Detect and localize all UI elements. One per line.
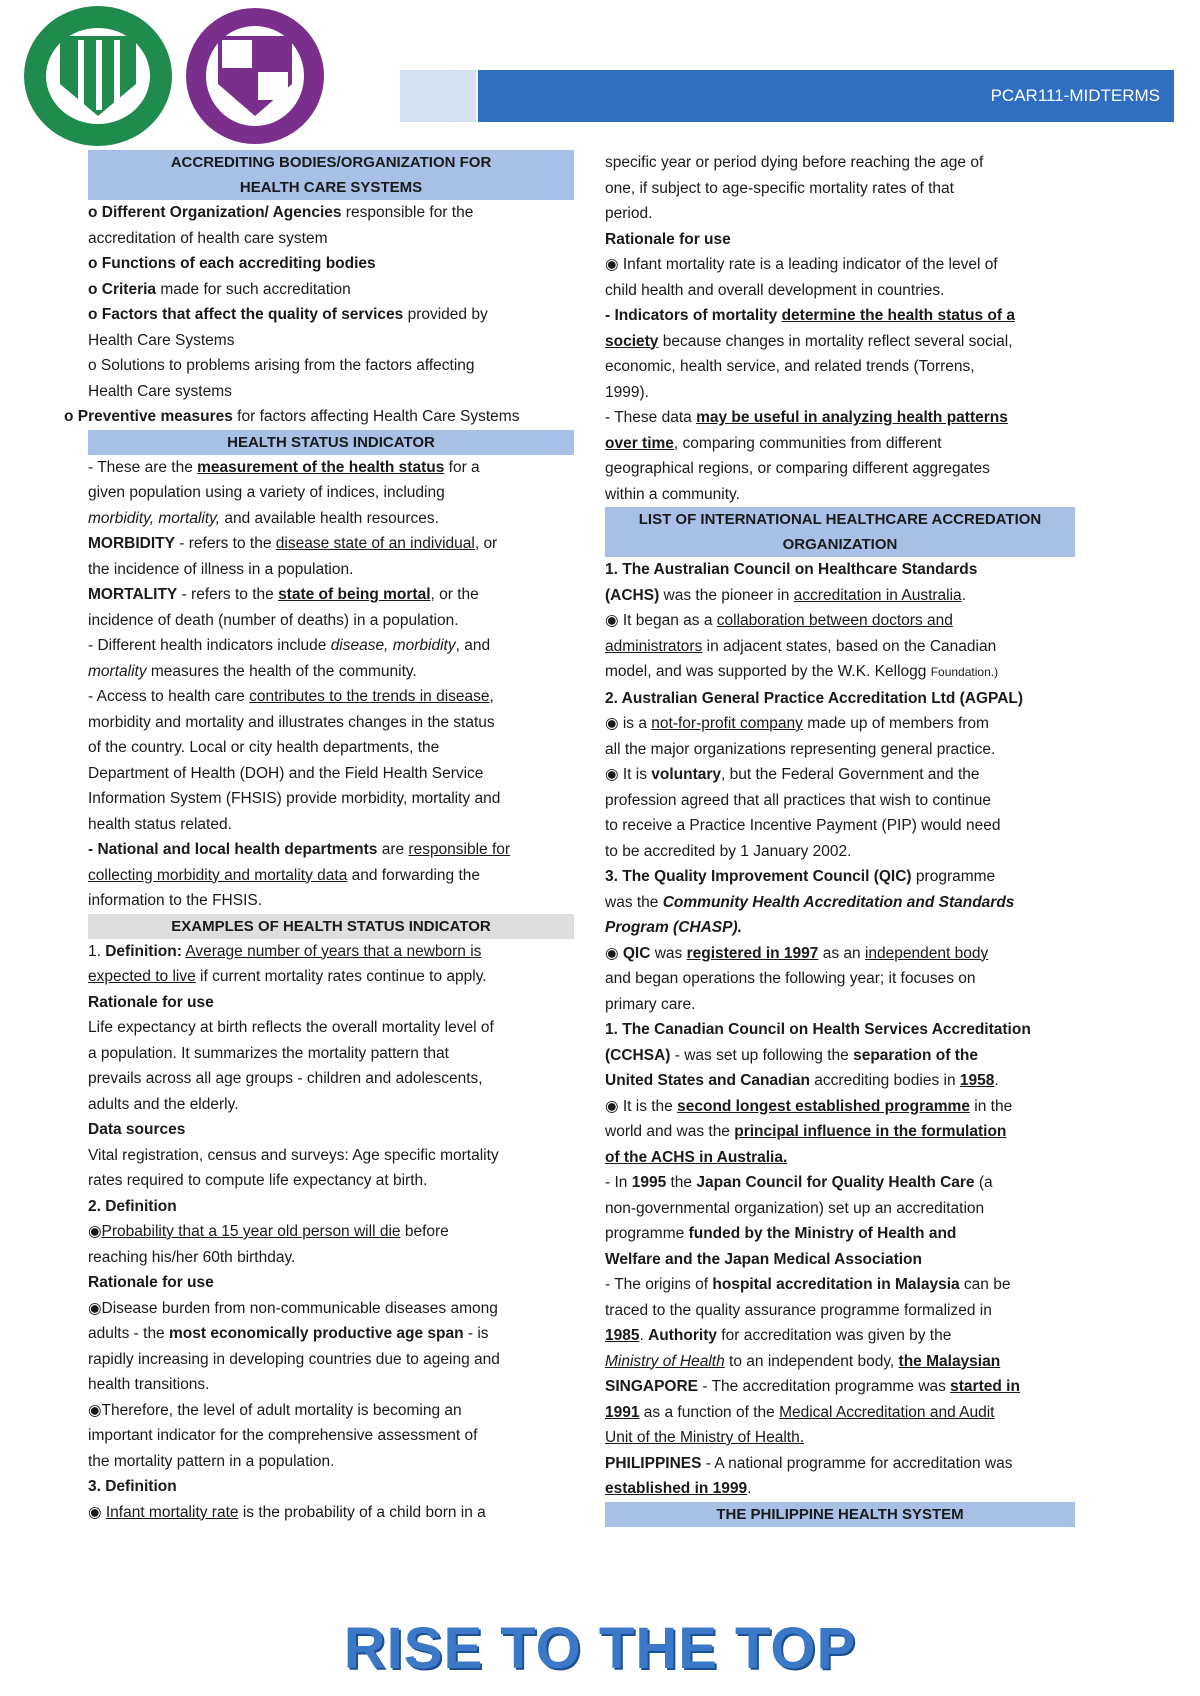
subheading: 2. Definition <box>88 1197 177 1215</box>
section-header-health-status: HEALTH STATUS INDICATOR <box>88 430 574 455</box>
subheading: Data sources <box>88 1121 186 1138</box>
subheading: Rationale for use <box>88 993 214 1011</box>
list-item-cont: Health Care Systems <box>88 331 235 349</box>
list-item: o Different Organization/ Agencies responsible for the <box>88 204 474 221</box>
section-header-accrediting-bodies: ACCREDITING BODIES/ORGANIZATION FOR HEALTH CARE SYSTEMS <box>88 150 574 200</box>
list-item-cont: Health Care systems <box>88 382 232 400</box>
header-accent-block <box>400 70 476 122</box>
list-item: o Solutions to problems arising from the factors affecting <box>88 357 475 374</box>
paragraph: - These are the measurement of the health status for a <box>88 458 480 476</box>
right-column: specific year or period dying before reaching the age of one, if subject to age-specific mortality rates of that period. Rationale for use ◉ Infant mortality rate is a leading indicator of the level of child health and overall development in countries. - Indicators of mortality determine the health status of a society because changes in mortality reflect several social, economic, health service, and related trends (Torrens, 1999). - These data may be useful in analyzing health patterns over time, comparing communities from different geographical regions, or comparing different aggregates within a community. LIST OF INTERNATIONAL HEALTHCARE ACCREDATION ORGANIZATION 1. The Australian Council on Healthcare Standards (ACHS) was the pioneer in accreditation in Australia. ◉ It began as a collaboration between doctors and administrators in adjacent states, based on the Canadian model, and was supported by the W.K. Kellogg Foundation.) 2. Australian General Practice Accreditation Ltd (AGPAL) ◉ is a not-for-profit company made up of members from all the major organizations representing general practice. ◉ It is voluntary, but the Federal Government and the profession agreed that all practices that wish to continue to receive a Practice Incentive Payment (PIP) would need to be accredited by 1 January 2002. 3. The Quality Improvement Council (QIC) programme was the Community Health Accreditation and Standards Program (CHASP). ◉ QIC was registered in 1997 as an independent body and began operations the following year; it focuses on primary care. 1. The Canadian Council on Health Services Accreditation (CCHSA) - was set up following the separation of the United States and Canadian accrediting bodies in 1958. ◉ It is the second longest established programme in the world and was the principal influence in the formulation of the ACHS in Australia. - In 1995 the Japan Council for Quality Health Care (a non-governmental organization) set up an accreditation programme funded by the Ministry of Health and Welfare and the Japan Medical Association - The origins of hospital accreditation in Malaysia can be traced to the quality assurance programme formalized in 1985. Authority for accreditation was given by the Ministry of Health to an independent body, the Malaysian SINGAPORE - The accreditation programme was started in 1991 as a function of the Medical Accreditation and Audit Unit of the Ministry of Health. PHILIPPINES - A national programme for accreditation was established in 1999. THE PHILIPPINE HEALTH SYSTEM <box>605 150 1075 1527</box>
list-item: o Criteria made for such accreditation <box>88 280 351 298</box>
subheading: Rationale for use <box>88 1274 214 1291</box>
mortality-definition: MORTALITY - refers to the state of being mortal, or the <box>88 586 479 603</box>
course-title: PCAR111-MIDTERMS <box>990 86 1160 105</box>
left-column: ACCREDITING BODIES/ORGANIZATION FOR HEALTH CARE SYSTEMS o Different Organization/ Agencies responsible for the accreditation of health care system o Functions of each accrediting bodies o Criteria made for such accreditation o Factors that affect the quality of services provided by Health Care Systems o Solutions to problems arising from the factors affecting Health Care systems o Preventive measures for factors affecting Health Care Systems HEALTH STATUS INDICATOR - These are the measurement of the health status for a given population using a variety of indices, including morbidity, mortality, and available health resources. MORBIDITY - refers to the disease state of an individual, or the incidence of illness in a population. MORTALITY - refers to the state of being mortal, or the incidence of death (number of deaths) in a population. - Different health indicators include disease, morbidity, and mortality measures the health of the community. - Access to health care contributes to the trends in disease, morbidity and mortality and illustrates changes in the status of the country. Local or city health departments, the Department of Health (DOH) and the Field Health Service Information System (FHSIS) provide morbidity, mortality and health status related. - National and local health departments are responsible for collecting morbidity and mortality data and forwarding the information to the FHSIS. EXAMPLES OF HEALTH STATUS INDICATOR 1. Definition: Average number of years that a newborn is expected to live if current mortality rates continue to apply. Rationale for use Life expectancy at birth reflects the overall mortality level of a population. It summarizes the mortality pattern that prevails across all age groups - children and adolescents, adults and the elderly. Data sources Vital registration, census and surveys: Age specific mortality rates required to compute life expectancy at birth. 2. Definition ◉Probability that a 15 year old person will die before reaching his/her 60th birthday. Rationale for use ◉Disease burden from non-communicable diseases among adults - the most economically productive age span - is rapidly increasing in developing countries due to ageing and health transitions. ◉Therefore, the level of adult mortality is becoming an important indicator for the comprehensive assessment of the mortality pattern in a population. 3. Definition ◉ Infant mortality rate is the probability of a child born in a <box>88 150 574 1525</box>
list-item-cont: accreditation of health care system <box>88 229 328 247</box>
college-seal-icon <box>182 4 328 148</box>
footer <box>0 1615 1200 1682</box>
section-header-examples: EXAMPLES OF HEALTH STATUS INDICATOR <box>88 914 574 939</box>
footer-slogan: RISE TO THE TOP <box>343 1616 857 1681</box>
university-seal-icon <box>24 6 172 146</box>
section-header-international-accreditation: LIST OF INTERNATIONAL HEALTHCARE ACCREDATION ORGANIZATION <box>605 507 1075 557</box>
list-item: o Factors that affect the quality of services provided by <box>88 306 488 323</box>
header-bar <box>478 70 1174 122</box>
list-item: o Functions of each accrediting bodies <box>88 255 376 272</box>
section-header-philippine-health-system: THE PHILIPPINE HEALTH SYSTEM <box>605 1502 1075 1527</box>
morbidity-definition: MORBIDITY - refers to the disease state of an individual, or <box>88 535 498 552</box>
subheading: Rationale for use <box>605 230 731 248</box>
list-item: o Preventive measures for factors affecting Health Care Systems <box>64 408 520 425</box>
subheading: 3. Definition <box>88 1478 177 1495</box>
